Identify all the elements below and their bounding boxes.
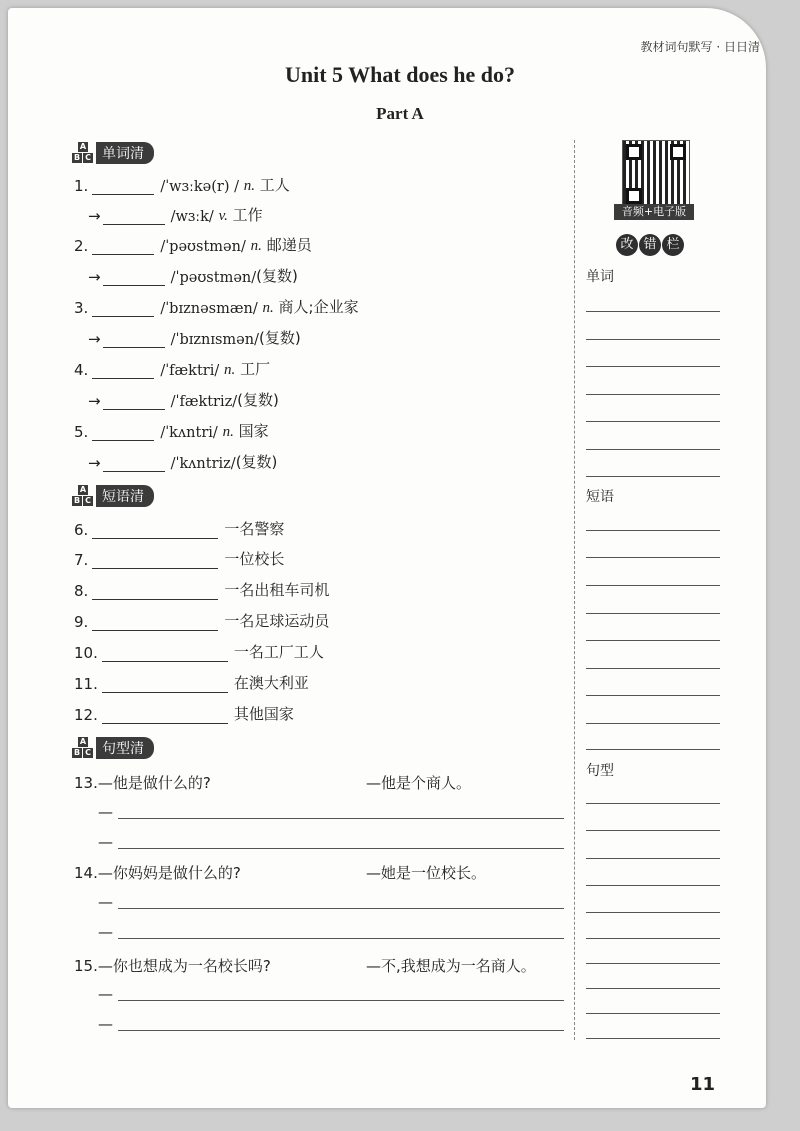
answer-blank[interactable]	[103, 331, 165, 348]
correction-line[interactable]	[586, 530, 720, 531]
correction-line[interactable]	[586, 613, 720, 614]
item-number: 3.	[74, 299, 89, 317]
writing-line[interactable]	[118, 848, 564, 849]
correction-line[interactable]	[586, 311, 720, 312]
meaning: 国家	[238, 422, 269, 440]
meaning: 工厂	[240, 360, 271, 378]
item-number: 11.	[74, 675, 98, 693]
section-label-words: 单词清	[96, 142, 154, 164]
answer-blank[interactable]	[103, 208, 165, 225]
page-number: 11	[690, 1074, 716, 1095]
item-number: 5.	[74, 423, 89, 441]
correction-char: 栏	[662, 234, 684, 256]
word-row-3	[74, 296, 359, 317]
phrase-row-7	[74, 548, 284, 569]
meaning: 其他国家	[233, 705, 294, 723]
sentence-row-13	[74, 772, 211, 793]
meaning: 工作	[232, 206, 263, 224]
phonetic: /ˈpəʊstmən/	[170, 270, 257, 286]
word-row-4	[74, 358, 270, 379]
correction-line[interactable]	[586, 339, 720, 340]
phonetic: /ˈwɜːkə(r) /	[160, 179, 239, 195]
item-number: 9.	[74, 613, 89, 631]
correction-line[interactable]	[586, 585, 720, 586]
phonetic: /ˈbɪznəsmæn/	[160, 301, 258, 317]
section-label-phrases: 短语清	[96, 485, 154, 507]
answer-blank[interactable]	[92, 362, 154, 379]
correction-line[interactable]	[586, 1038, 720, 1039]
word-row-5	[74, 420, 269, 441]
answer-blank[interactable]	[102, 676, 228, 693]
meaning: 在澳大利亚	[233, 674, 309, 692]
answer-blank[interactable]	[103, 393, 165, 410]
correction-line[interactable]	[586, 912, 720, 913]
correction-line[interactable]	[586, 476, 720, 477]
answer-text: —她是一位校长。	[366, 864, 487, 882]
item-number: 7.	[74, 551, 89, 569]
section-label-sentences: 句型清	[96, 737, 154, 759]
correction-line[interactable]	[586, 421, 720, 422]
meaning: 工人	[259, 176, 290, 194]
answer-blank[interactable]	[102, 707, 228, 724]
correction-line[interactable]	[586, 449, 720, 450]
column-divider	[574, 140, 575, 1040]
arrow-icon: →	[88, 207, 101, 225]
word-row-4-derived	[74, 389, 279, 410]
question-text: —你妈妈是做什么的?	[97, 864, 241, 882]
answer-blank[interactable]	[92, 583, 218, 600]
question-text: —他是做什么的?	[97, 774, 211, 792]
qr-code-icon[interactable]	[622, 140, 690, 208]
item-number: 4.	[74, 361, 89, 379]
unit-title: Unit 5 What does he do?	[284, 62, 516, 87]
meaning: 一位校长	[224, 550, 285, 568]
answer-blank[interactable]	[92, 552, 218, 569]
dash-mark: —	[98, 1015, 113, 1033]
part-title: Part A	[376, 104, 424, 123]
correction-line[interactable]	[586, 1013, 720, 1014]
item-number: 1.	[74, 177, 89, 195]
item-number: 6.	[74, 521, 89, 539]
arrow-icon: →	[88, 454, 101, 472]
correction-line[interactable]	[586, 394, 720, 395]
phrase-row-12	[74, 703, 294, 724]
word-row-2-derived	[74, 265, 298, 286]
answer-text: —他是个商人。	[366, 774, 472, 792]
phrase-row-10	[74, 641, 324, 662]
phonetic: /ˈfæktri/	[160, 363, 220, 379]
answer-blank[interactable]	[103, 455, 165, 472]
phrase-row-11	[74, 672, 309, 693]
abc-icon: A B C	[72, 485, 94, 507]
phonetic: /wɜːk/	[170, 209, 214, 225]
word-row-3-derived	[74, 327, 301, 348]
phonetic: /ˈkʌntriz/	[170, 456, 236, 472]
question-text: —你也想成为一名校长吗?	[97, 957, 271, 975]
meaning: 一名警察	[224, 520, 285, 538]
word-row-1	[74, 174, 290, 195]
item-number: 12.	[74, 706, 98, 724]
section-badge-sentences	[72, 737, 154, 759]
arrow-icon: →	[88, 392, 101, 410]
correction-char: 错	[639, 234, 661, 256]
writing-line[interactable]	[118, 938, 564, 939]
sidebar-label-words: 单词	[586, 269, 614, 285]
correction-line[interactable]	[586, 938, 720, 939]
meaning: 一名足球运动员	[224, 612, 330, 630]
writing-line[interactable]	[118, 1030, 564, 1031]
meaning: 商人;企业家	[278, 298, 359, 316]
abc-icon: A B C	[72, 737, 94, 759]
arrow-icon: →	[88, 330, 101, 348]
phonetic: /ˈbɪznɪsmən/	[170, 332, 259, 348]
item-number: 8.	[74, 582, 89, 600]
correction-line[interactable]	[586, 695, 720, 696]
arrow-icon: →	[88, 268, 101, 286]
section-badge-words	[72, 142, 154, 164]
meaning: (复数)	[258, 329, 301, 347]
dash-mark: —	[98, 803, 113, 821]
answer-blank[interactable]	[92, 424, 154, 441]
answer-blank[interactable]	[92, 522, 218, 539]
correction-line[interactable]	[586, 885, 720, 886]
correction-line[interactable]	[586, 366, 720, 367]
meaning: 一名工厂工人	[233, 643, 324, 661]
word-row-5-derived	[74, 451, 277, 472]
correction-line[interactable]	[586, 803, 720, 804]
dash-mark: —	[98, 833, 113, 851]
abc-icon: A B C	[72, 142, 94, 164]
item-number: 2.	[74, 237, 89, 255]
part-of-speech: n.	[250, 238, 262, 254]
meaning: 一名出租车司机	[224, 581, 330, 599]
item-number: 14.	[74, 864, 98, 882]
writing-line[interactable]	[118, 908, 564, 909]
dash-mark: —	[98, 923, 113, 941]
answer-blank[interactable]	[92, 178, 154, 195]
answer-blank[interactable]	[92, 300, 154, 317]
dash-mark: —	[98, 893, 113, 911]
part-of-speech: n.	[224, 362, 236, 378]
phrase-row-9	[74, 610, 329, 631]
correction-column-title	[616, 234, 685, 256]
correction-line[interactable]	[586, 830, 720, 831]
series-header: 教材词句默写 · 日日清	[640, 40, 760, 54]
qr-label: 音频+电子版	[614, 204, 694, 220]
correction-line[interactable]	[586, 858, 720, 859]
correction-line[interactable]	[586, 723, 720, 724]
word-row-1-derived	[74, 204, 263, 225]
correction-line[interactable]	[586, 988, 720, 989]
correction-line[interactable]	[586, 668, 720, 669]
part-of-speech: n.	[243, 178, 255, 194]
part-of-speech: n.	[262, 300, 274, 316]
correction-line[interactable]	[586, 749, 720, 750]
phonetic: /ˈpəʊstmən/	[160, 239, 246, 255]
phrase-row-6	[74, 518, 284, 539]
answer-blank[interactable]	[103, 269, 165, 286]
phrase-row-8	[74, 579, 329, 600]
answer-blank[interactable]	[92, 614, 218, 631]
item-number: 15.	[74, 957, 98, 975]
correction-line[interactable]	[586, 640, 720, 641]
dash-mark: —	[98, 985, 113, 1003]
writing-line[interactable]	[118, 1000, 564, 1001]
section-badge-phrases	[72, 485, 154, 507]
correction-line[interactable]	[586, 557, 720, 558]
sidebar-label-sentences: 句型	[586, 763, 614, 779]
sentence-row-14	[74, 862, 241, 883]
word-row-2	[74, 234, 312, 255]
answer-blank[interactable]	[102, 645, 228, 662]
phonetic: /ˈfæktriz/	[170, 394, 238, 410]
part-of-speech: n.	[222, 424, 234, 440]
meaning: (复数)	[235, 453, 278, 471]
writing-line[interactable]	[118, 818, 564, 819]
part-of-speech: v.	[218, 208, 228, 224]
meaning: (复数)	[256, 267, 298, 285]
correction-char: 改	[616, 234, 638, 256]
correction-line[interactable]	[586, 963, 720, 964]
answer-text: —不,我想成为一名商人。	[366, 957, 536, 975]
phonetic: /ˈkʌntri/	[160, 425, 218, 441]
sidebar-label-phrases: 短语	[586, 489, 614, 505]
meaning: 邮递员	[266, 236, 312, 254]
item-number: 13.	[74, 774, 98, 792]
item-number: 10.	[74, 644, 98, 662]
answer-blank[interactable]	[92, 238, 154, 255]
sentence-row-15	[74, 955, 271, 976]
meaning: (复数)	[237, 391, 279, 409]
